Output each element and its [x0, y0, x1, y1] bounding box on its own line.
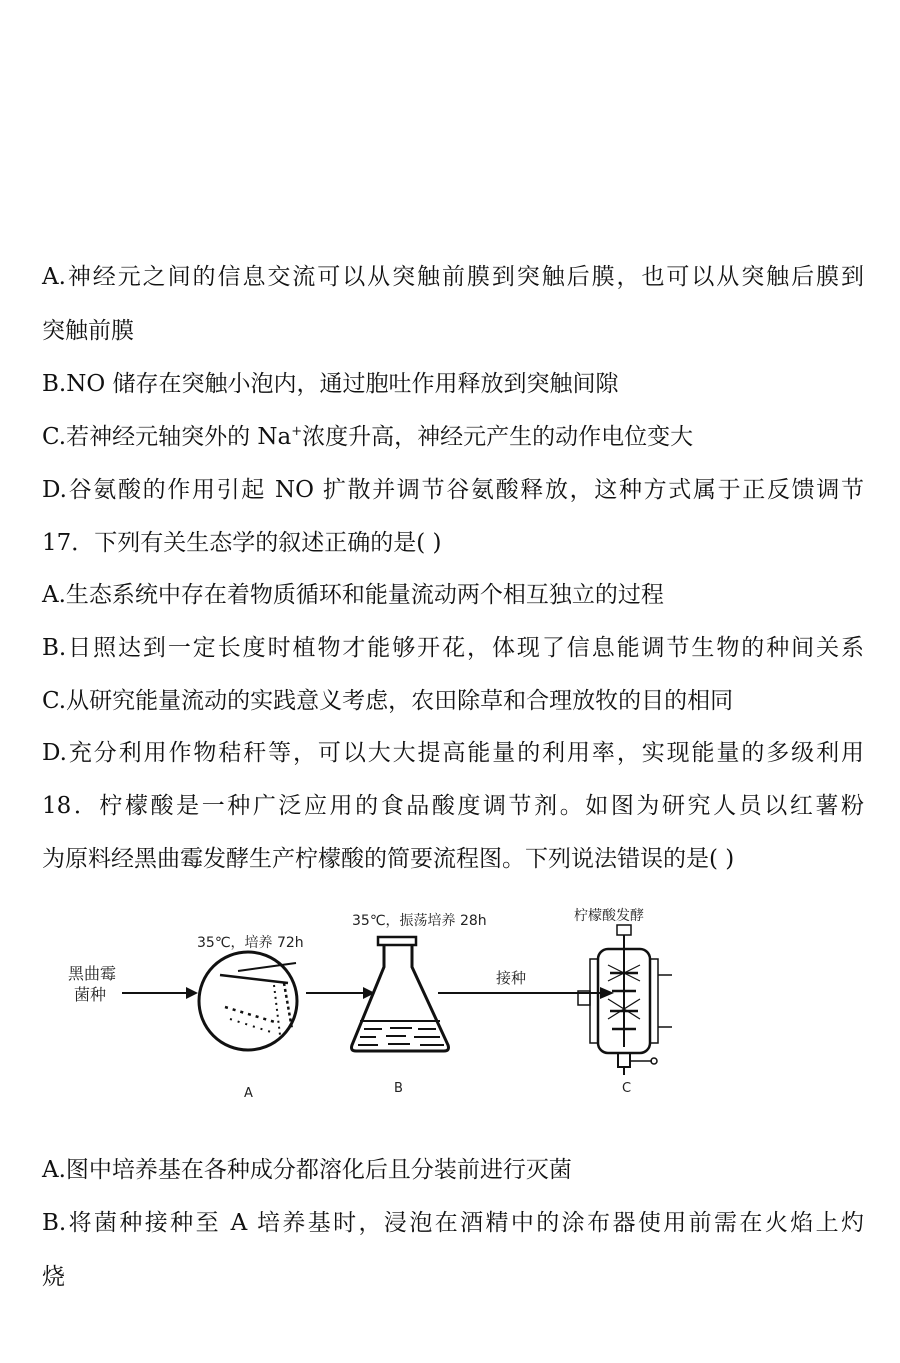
q17-option-b: B.日照达到一定长度时植物才能够开花，体现了信息能调节生物的种间关系 — [42, 635, 864, 661]
arrow-label-inoculate: 接种 — [496, 969, 527, 987]
q16-option-c-post: 浓度升高，神经元产生的动作电位变大 — [302, 424, 694, 450]
arrow-inoculate — [438, 987, 614, 999]
q16-option-b: B.NO 储存在突触小泡内，通过胞吐作用释放到突触间隙 — [42, 371, 619, 397]
fermenter-c-icon — [578, 925, 672, 1075]
q16-option-a-line2: 突触前膜 — [42, 318, 134, 344]
label-a: A — [244, 1086, 253, 1101]
arrow-to-plate — [122, 987, 198, 999]
source-label-line2: 菌种 — [74, 985, 107, 1004]
q16-option-c-sup: + — [291, 424, 303, 439]
citric-acid-flow-diagram — [60, 895, 880, 1110]
q18-option-b-line1: B.将菌种接种至 A 培养基时，浸泡在酒精中的涂布器使用前需在火焰上灼 — [42, 1210, 864, 1236]
q16-option-d: D.谷氨酸的作用引起 NO 扩散并调节谷氨酸释放，这种方式属于正反馈调节 — [42, 477, 864, 503]
step-a-condition: 35℃，培养 72h — [197, 935, 304, 951]
q17-option-d: D.充分利用作物秸秆等，可以大大提高能量的利用率，实现能量的多级利用 — [42, 740, 864, 766]
q18-stem-line1: 18．柠檬酸是一种广泛应用的食品酸度调节剂。如图为研究人员以红薯粉 — [42, 793, 864, 819]
arrow-to-flask — [306, 987, 375, 999]
label-b: B — [394, 1081, 403, 1096]
q18-option-b-line2: 烧 — [42, 1264, 65, 1290]
q16-option-c-pre: C.若神经元轴突外的 Na — [42, 424, 292, 450]
source-label-line1: 黑曲霉 — [68, 964, 117, 983]
q17-option-c: C.从研究能量流动的实践意义考虑，农田除草和合理放牧的目的相同 — [42, 688, 734, 714]
label-c: C — [622, 1081, 632, 1096]
q17-option-a: A.生态系统中存在着物质循环和能量流动两个相互独立的过程 — [42, 582, 664, 608]
step-b-condition: 35℃，振荡培养 28h — [352, 913, 487, 929]
q16-option-a-line1: A.神经元之间的信息交流可以从突触前膜到突触后膜，也可以从突触后膜到 — [42, 264, 864, 290]
q18-option-a: A.图中培养基在各种成分都溶化后且分装前进行灭菌 — [42, 1157, 572, 1183]
q18-stem-line2: 为原料经黑曲霉发酵生产柠檬酸的简要流程图。下列说法错误的是( ) — [42, 846, 735, 872]
step-c-title: 柠檬酸发酵 — [574, 908, 644, 924]
q16-option-c — [42, 422, 693, 452]
petri-dish-a-icon — [199, 952, 297, 1050]
q17-stem: 17．下列有关生态学的叙述正确的是( ) — [42, 530, 442, 556]
